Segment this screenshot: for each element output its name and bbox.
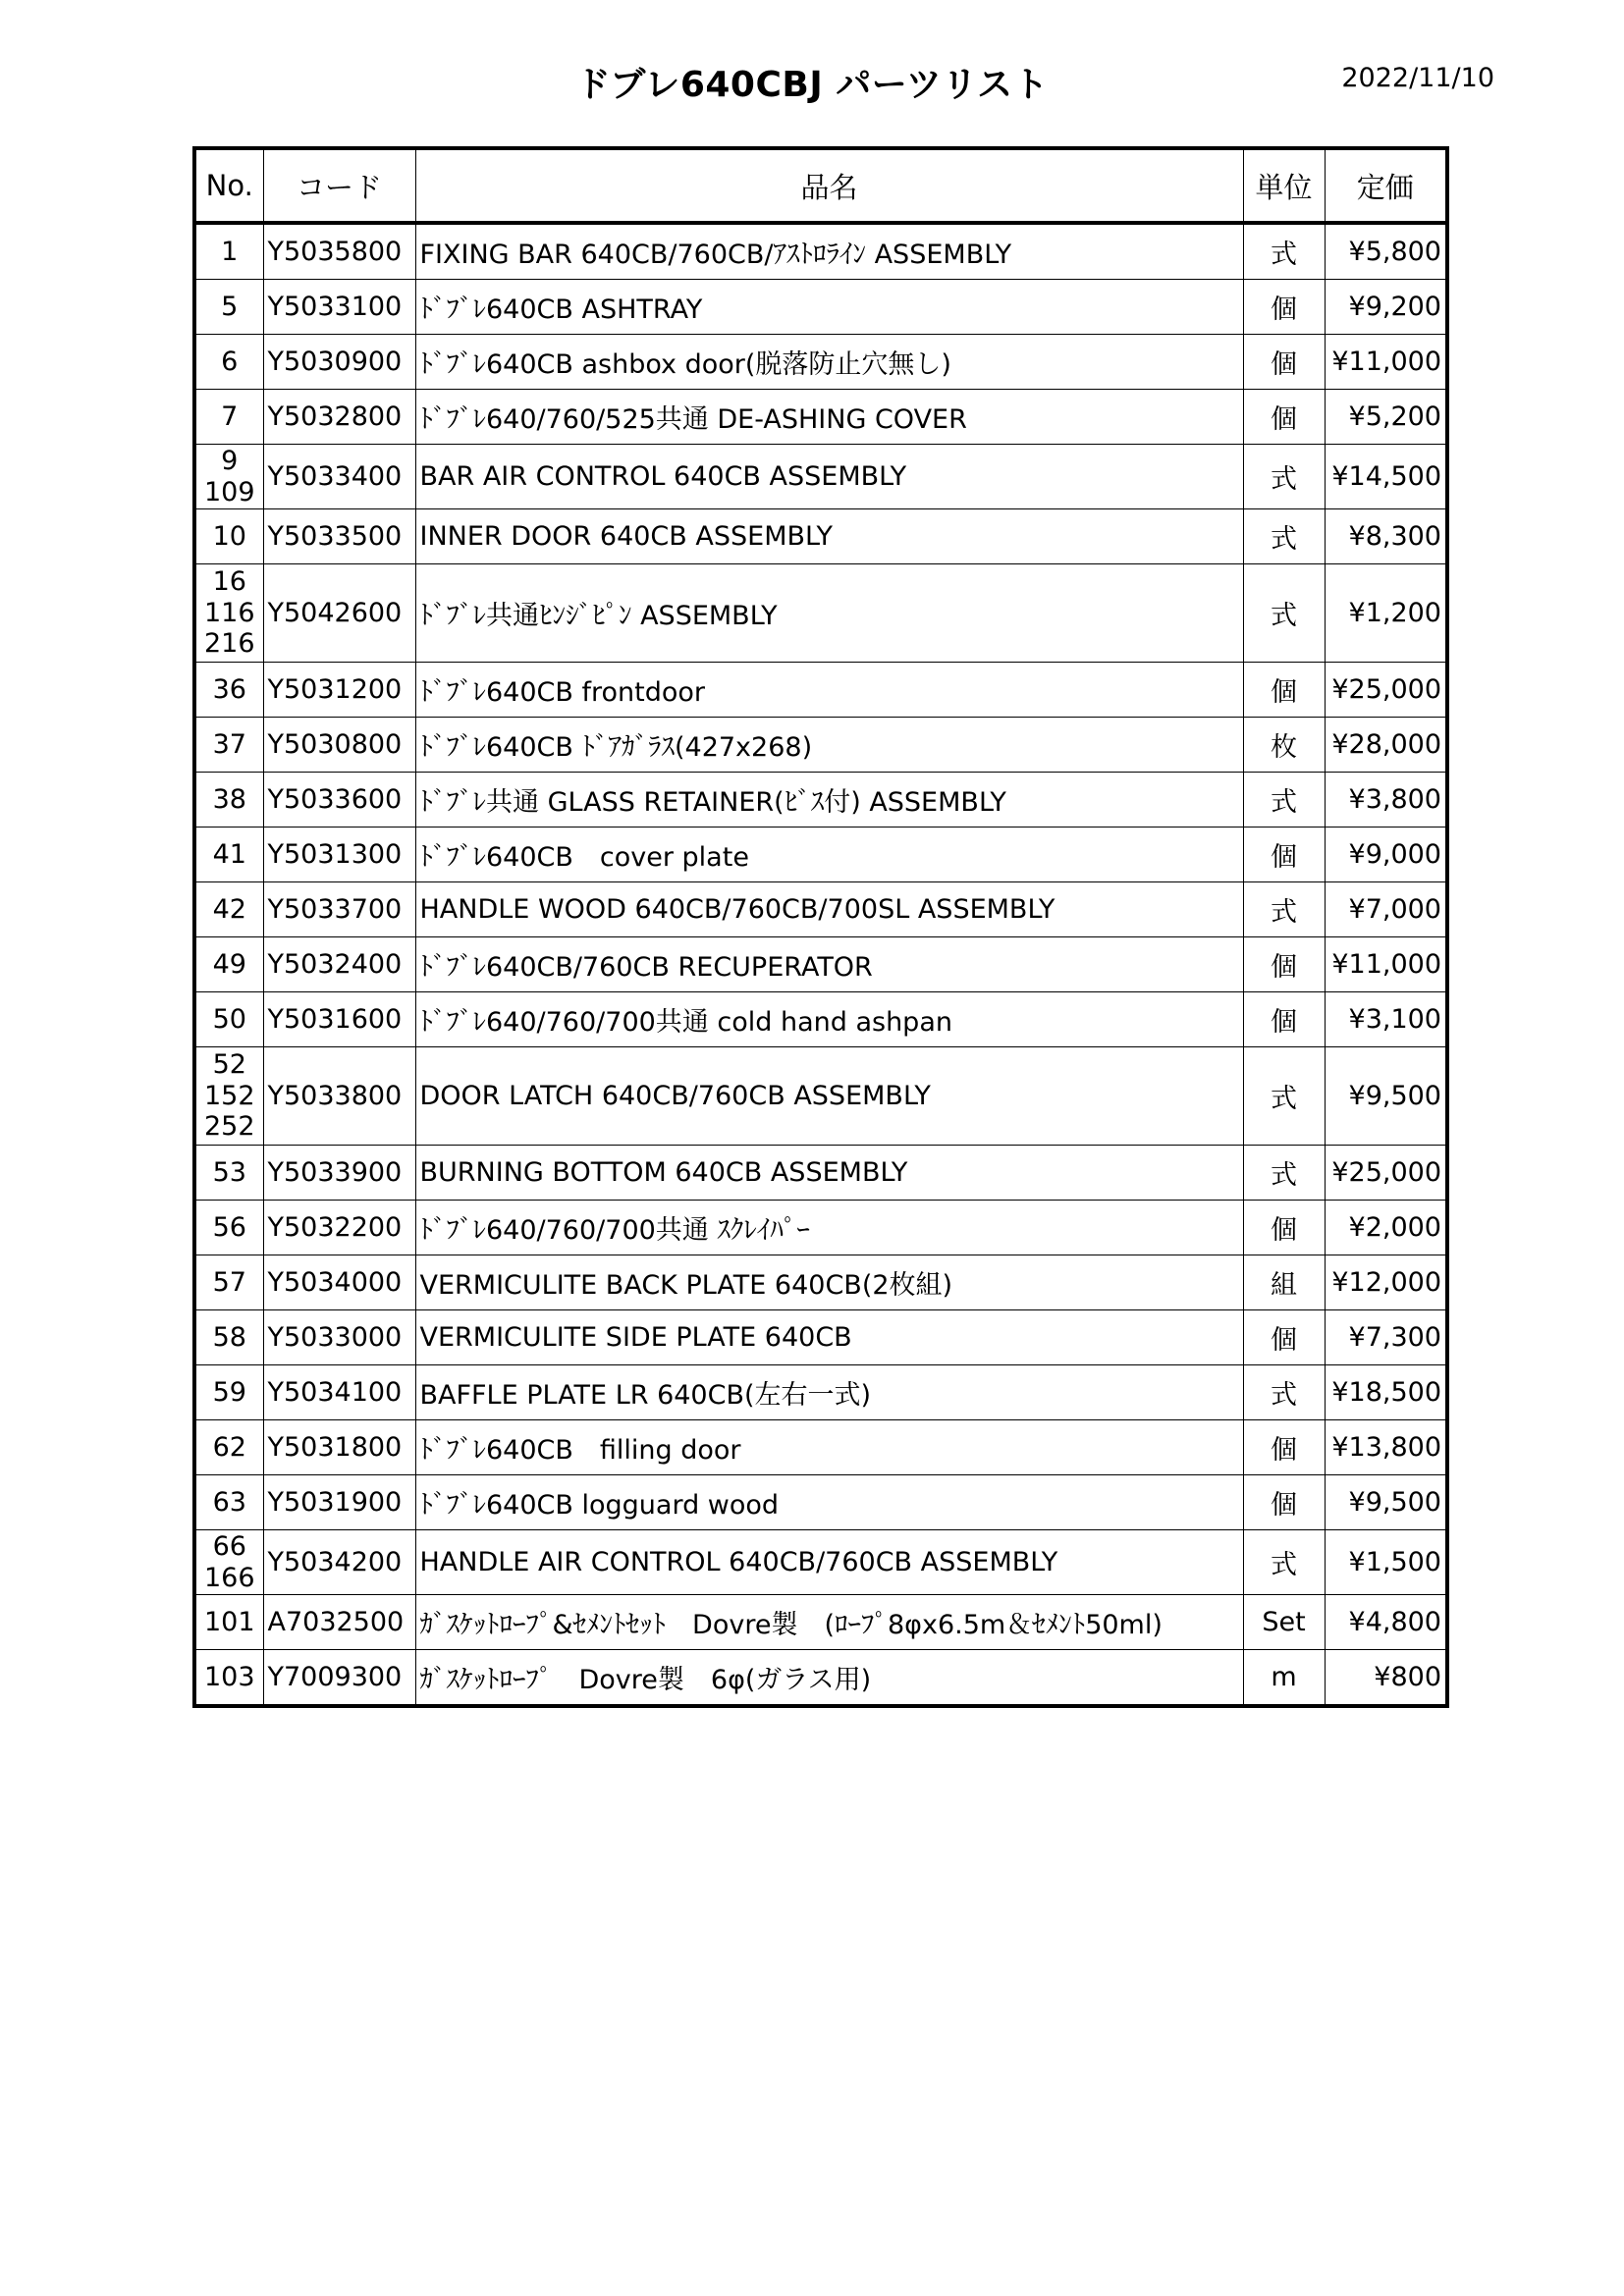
cell-no bbox=[194, 992, 263, 1047]
cell-unit: 枚 bbox=[1243, 718, 1325, 773]
item-number: 41 bbox=[212, 838, 246, 870]
cell-no bbox=[194, 223, 263, 280]
parts-table-body bbox=[194, 223, 1447, 1706]
table-row bbox=[194, 992, 1447, 1047]
table-row bbox=[194, 509, 1447, 564]
cell-no bbox=[194, 1365, 263, 1420]
cell-price: ¥12,000 bbox=[1325, 1255, 1447, 1310]
cell-unit: 式 bbox=[1243, 509, 1325, 564]
cell-name: ﾄﾞﾌﾞﾚ640CB cover plate bbox=[415, 828, 1243, 882]
item-number: 66 bbox=[212, 1530, 246, 1562]
cell-name: ﾄﾞﾌﾞﾚ640/760/700共通 cold hand ashpan bbox=[415, 992, 1243, 1047]
cell-code: Y5033800 bbox=[263, 1047, 415, 1146]
cell-code: A7032500 bbox=[263, 1595, 415, 1650]
cell-no bbox=[194, 828, 263, 882]
item-number: 16 bbox=[212, 565, 246, 597]
item-number: 38 bbox=[212, 783, 246, 815]
cell-name: ﾄﾞﾌﾞﾚ640CB frontdoor bbox=[415, 663, 1243, 718]
item-number: 62 bbox=[212, 1431, 246, 1463]
cell-no bbox=[194, 1650, 263, 1707]
cell-code: Y5030900 bbox=[263, 335, 415, 390]
item-number: 1 bbox=[221, 236, 239, 267]
cell-price: ¥2,000 bbox=[1325, 1201, 1447, 1255]
cell-name: ｶﾞｽｹｯﾄﾛｰﾌﾟ&ｾﾒﾝﾄｾｯﾄ Dovre製 (ﾛｰﾌﾟ8φx6.5m＆ｾﾒﾝﾄ50ml) bbox=[415, 1595, 1243, 1650]
cell-price: ¥7,000 bbox=[1325, 882, 1447, 937]
item-number: 59 bbox=[212, 1376, 246, 1408]
item-number: 116 bbox=[203, 597, 255, 628]
cell-code: Y5032400 bbox=[263, 937, 415, 992]
cell-code: Y5033600 bbox=[263, 773, 415, 828]
cell-no bbox=[194, 1047, 263, 1146]
cell-name: ﾄﾞﾌﾞﾚ640/760/525共通 DE-ASHING COVER bbox=[415, 390, 1243, 445]
cell-price: ¥1,200 bbox=[1325, 564, 1447, 663]
cell-code: Y5032200 bbox=[263, 1201, 415, 1255]
table-row bbox=[194, 773, 1447, 828]
cell-price: ¥800 bbox=[1325, 1650, 1447, 1707]
cell-price: ¥11,000 bbox=[1325, 335, 1447, 390]
cell-unit: Set bbox=[1243, 1595, 1325, 1650]
cell-unit: 個 bbox=[1243, 1475, 1325, 1530]
cell-unit: 個 bbox=[1243, 280, 1325, 335]
cell-price: ¥11,000 bbox=[1325, 937, 1447, 992]
table-row bbox=[194, 335, 1447, 390]
cell-no bbox=[194, 937, 263, 992]
column-header-code: コード bbox=[263, 148, 415, 223]
cell-price: ¥9,000 bbox=[1325, 828, 1447, 882]
cell-unit: 個 bbox=[1243, 663, 1325, 718]
cell-unit: 個 bbox=[1243, 1310, 1325, 1365]
cell-unit: 個 bbox=[1243, 937, 1325, 992]
cell-price: ¥5,800 bbox=[1325, 223, 1447, 280]
cell-no bbox=[194, 663, 263, 718]
cell-no bbox=[194, 1475, 263, 1530]
cell-unit: 式 bbox=[1243, 1146, 1325, 1201]
table-row bbox=[194, 828, 1447, 882]
table-row bbox=[194, 1420, 1447, 1475]
cell-name: ﾄﾞﾌﾞﾚ640/760/700共通 ｽｸﾚｲﾊﾟｰ bbox=[415, 1201, 1243, 1255]
table-row bbox=[194, 445, 1447, 509]
cell-no bbox=[194, 1595, 263, 1650]
table-row bbox=[194, 223, 1447, 280]
item-number: 63 bbox=[212, 1486, 246, 1518]
item-number: 5 bbox=[221, 291, 239, 322]
cell-unit: 式 bbox=[1243, 773, 1325, 828]
cell-no bbox=[194, 564, 263, 663]
page-title: ドブレ640CBJ パーツリスト bbox=[574, 65, 1050, 105]
cell-price: ¥9,200 bbox=[1325, 280, 1447, 335]
cell-unit: 個 bbox=[1243, 1420, 1325, 1475]
cell-no bbox=[194, 1310, 263, 1365]
cell-code: Y5034000 bbox=[263, 1255, 415, 1310]
cell-price: ¥7,300 bbox=[1325, 1310, 1447, 1365]
table-row bbox=[194, 564, 1447, 663]
item-number: 10 bbox=[212, 520, 246, 552]
item-number: 152 bbox=[203, 1080, 255, 1111]
cell-no bbox=[194, 1420, 263, 1475]
cell-name: ﾄﾞﾌﾞﾚ共通ﾋﾝｼﾞﾋﾟﾝ ASSEMBLY bbox=[415, 564, 1243, 663]
item-number: 42 bbox=[212, 893, 246, 925]
cell-unit: m bbox=[1243, 1650, 1325, 1707]
cell-name: ﾄﾞﾌﾞﾚ640CB ASHTRAY bbox=[415, 280, 1243, 335]
cell-unit: 式 bbox=[1243, 223, 1325, 280]
cell-unit: 式 bbox=[1243, 1047, 1325, 1146]
table-row bbox=[194, 882, 1447, 937]
cell-unit: 式 bbox=[1243, 564, 1325, 663]
cell-name: HANDLE WOOD 640CB/760CB/700SL ASSEMBLY bbox=[415, 882, 1243, 937]
item-number: 37 bbox=[212, 728, 246, 760]
cell-unit: 式 bbox=[1243, 1530, 1325, 1595]
item-number: 49 bbox=[212, 948, 246, 980]
table-row bbox=[194, 1146, 1447, 1201]
column-header-unit: 単位 bbox=[1243, 148, 1325, 223]
cell-name: DOOR LATCH 640CB/760CB ASSEMBLY bbox=[415, 1047, 1243, 1146]
cell-code: Y5031600 bbox=[263, 992, 415, 1047]
cell-unit: 個 bbox=[1243, 335, 1325, 390]
item-number: 36 bbox=[212, 673, 246, 705]
cell-code: Y5031900 bbox=[263, 1475, 415, 1530]
cell-code: Y7009300 bbox=[263, 1650, 415, 1707]
cell-name: BAR AIR CONTROL 640CB ASSEMBLY bbox=[415, 445, 1243, 509]
item-number: 7 bbox=[221, 400, 239, 432]
table-header-row bbox=[194, 148, 1447, 223]
cell-unit: 式 bbox=[1243, 882, 1325, 937]
cell-code: Y5032800 bbox=[263, 390, 415, 445]
item-number: 9 bbox=[221, 445, 239, 476]
cell-price: ¥25,000 bbox=[1325, 663, 1447, 718]
cell-name: BURNING BOTTOM 640CB ASSEMBLY bbox=[415, 1146, 1243, 1201]
cell-name: ﾄﾞﾌﾞﾚ共通 GLASS RETAINER(ﾋﾞｽ付) ASSEMBLY bbox=[415, 773, 1243, 828]
document-date: 2022/11/10 bbox=[1341, 63, 1494, 93]
item-number: 57 bbox=[212, 1266, 246, 1298]
cell-name: FIXING BAR 640CB/760CB/ｱｽﾄﾛﾗｲﾝ ASSEMBLY bbox=[415, 223, 1243, 280]
cell-no bbox=[194, 882, 263, 937]
table-row bbox=[194, 1365, 1447, 1420]
table-row bbox=[194, 1255, 1447, 1310]
item-number: 56 bbox=[212, 1211, 246, 1243]
cell-no bbox=[194, 1146, 263, 1201]
cell-code: Y5033100 bbox=[263, 280, 415, 335]
item-number: 53 bbox=[212, 1156, 246, 1188]
cell-price: ¥1,500 bbox=[1325, 1530, 1447, 1595]
cell-name: ﾄﾞﾌﾞﾚ640CB/760CB RECUPERATOR bbox=[415, 937, 1243, 992]
cell-name: ﾄﾞﾌﾞﾚ640CB filling door bbox=[415, 1420, 1243, 1475]
cell-code: Y5035800 bbox=[263, 223, 415, 280]
table-row bbox=[194, 1650, 1447, 1707]
table-row bbox=[194, 937, 1447, 992]
cell-price: ¥9,500 bbox=[1325, 1475, 1447, 1530]
cell-code: Y5033900 bbox=[263, 1146, 415, 1201]
cell-code: Y5033000 bbox=[263, 1310, 415, 1365]
cell-code: Y5031300 bbox=[263, 828, 415, 882]
item-number: 252 bbox=[203, 1111, 255, 1143]
item-number: 6 bbox=[221, 346, 239, 377]
cell-code: Y5034100 bbox=[263, 1365, 415, 1420]
item-number: 166 bbox=[203, 1562, 255, 1593]
cell-name: VERMICULITE SIDE PLATE 640CB bbox=[415, 1310, 1243, 1365]
cell-name: ｶﾞｽｹｯﾄﾛｰﾌﾟ Dovre製 6φ(ガラス用) bbox=[415, 1650, 1243, 1707]
column-header-price: 定価 bbox=[1325, 148, 1447, 223]
cell-price: ¥8,300 bbox=[1325, 509, 1447, 564]
cell-unit: 式 bbox=[1243, 1365, 1325, 1420]
cell-no bbox=[194, 390, 263, 445]
cell-price: ¥13,800 bbox=[1325, 1420, 1447, 1475]
item-number: 103 bbox=[203, 1661, 255, 1692]
column-header-no: No. bbox=[194, 148, 263, 223]
cell-code: Y5033400 bbox=[263, 445, 415, 509]
cell-unit: 個 bbox=[1243, 1201, 1325, 1255]
cell-price: ¥9,500 bbox=[1325, 1047, 1447, 1146]
column-header-name: 品名 bbox=[415, 148, 1243, 223]
cell-name: BAFFLE PLATE LR 640CB(左右一式) bbox=[415, 1365, 1243, 1420]
table-row bbox=[194, 1475, 1447, 1530]
cell-name: ﾄﾞﾌﾞﾚ640CB logguard wood bbox=[415, 1475, 1243, 1530]
parts-table bbox=[192, 146, 1449, 1708]
table-row bbox=[194, 1530, 1447, 1595]
table-row bbox=[194, 1201, 1447, 1255]
cell-no bbox=[194, 1530, 263, 1595]
cell-no bbox=[194, 509, 263, 564]
cell-price: ¥25,000 bbox=[1325, 1146, 1447, 1201]
cell-no bbox=[194, 1201, 263, 1255]
cell-price: ¥14,500 bbox=[1325, 445, 1447, 509]
cell-price: ¥28,000 bbox=[1325, 718, 1447, 773]
cell-code: Y5034200 bbox=[263, 1530, 415, 1595]
item-number: 52 bbox=[212, 1048, 246, 1080]
cell-price: ¥3,100 bbox=[1325, 992, 1447, 1047]
cell-price: ¥18,500 bbox=[1325, 1365, 1447, 1420]
table-row bbox=[194, 663, 1447, 718]
cell-name: HANDLE AIR CONTROL 640CB/760CB ASSEMBLY bbox=[415, 1530, 1243, 1595]
item-number: 58 bbox=[212, 1321, 246, 1353]
table-row bbox=[194, 1595, 1447, 1650]
cell-no bbox=[194, 773, 263, 828]
cell-name: ﾄﾞﾌﾞﾚ640CB ashbox door(脱落防止穴無し) bbox=[415, 335, 1243, 390]
cell-code: Y5030800 bbox=[263, 718, 415, 773]
cell-price: ¥5,200 bbox=[1325, 390, 1447, 445]
cell-code: Y5031800 bbox=[263, 1420, 415, 1475]
table-row bbox=[194, 280, 1447, 335]
cell-code: Y5033700 bbox=[263, 882, 415, 937]
cell-unit: 個 bbox=[1243, 390, 1325, 445]
table-row bbox=[194, 718, 1447, 773]
cell-no bbox=[194, 1255, 263, 1310]
item-number: 109 bbox=[203, 476, 255, 507]
cell-name: VERMICULITE BACK PLATE 640CB(2枚組) bbox=[415, 1255, 1243, 1310]
cell-no bbox=[194, 445, 263, 509]
cell-price: ¥4,800 bbox=[1325, 1595, 1447, 1650]
item-number: 216 bbox=[203, 628, 255, 660]
table-row bbox=[194, 390, 1447, 445]
cell-code: Y5042600 bbox=[263, 564, 415, 663]
item-number: 50 bbox=[212, 1003, 246, 1035]
cell-code: Y5031200 bbox=[263, 663, 415, 718]
cell-unit: 個 bbox=[1243, 828, 1325, 882]
table-row bbox=[194, 1310, 1447, 1365]
table-row bbox=[194, 1047, 1447, 1146]
cell-name: INNER DOOR 640CB ASSEMBLY bbox=[415, 509, 1243, 564]
cell-unit: 個 bbox=[1243, 992, 1325, 1047]
cell-unit: 組 bbox=[1243, 1255, 1325, 1310]
cell-no bbox=[194, 718, 263, 773]
cell-unit: 式 bbox=[1243, 445, 1325, 509]
cell-code: Y5033500 bbox=[263, 509, 415, 564]
cell-no bbox=[194, 280, 263, 335]
cell-price: ¥3,800 bbox=[1325, 773, 1447, 828]
item-number: 101 bbox=[203, 1606, 255, 1637]
cell-name: ﾄﾞﾌﾞﾚ640CB ﾄﾞｱｶﾞﾗｽ(427x268) bbox=[415, 718, 1243, 773]
cell-no bbox=[194, 335, 263, 390]
